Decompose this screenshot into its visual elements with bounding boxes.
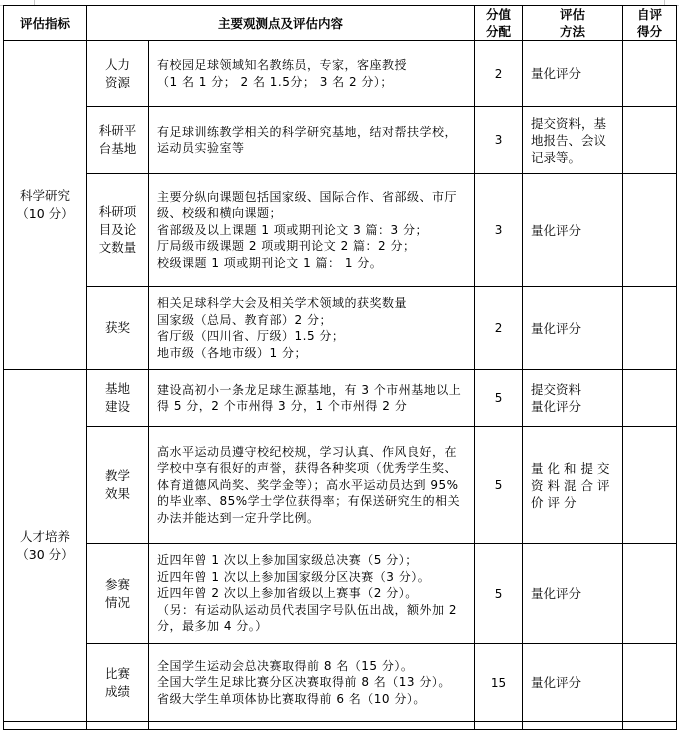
method-cell: 量化评分 <box>523 544 623 644</box>
score-cell: 5 <box>475 370 523 427</box>
self-score-input[interactable] <box>623 644 677 722</box>
header-score: 分值 分配 <box>475 6 523 41</box>
self-score-input[interactable] <box>623 174 677 287</box>
table-row <box>4 370 677 427</box>
table-row <box>4 544 677 644</box>
table-row <box>4 174 677 287</box>
header-content: 主要观测点及评估内容 <box>87 6 475 41</box>
score-cell: 3 <box>475 107 523 174</box>
subitem-base-construction: 基地 建设 <box>87 370 149 427</box>
header-row <box>4 6 677 41</box>
subitem-research-projects: 科研项 目及论 文数量 <box>87 174 149 287</box>
table-row <box>4 427 677 544</box>
content-cell: 相关足球科学大会及相关学术领域的获奖数量 国家级（总局、教育部）2 分； 省厅级（四川省、厅级）1.5 分； 地市级（各地市级）1 分； <box>149 287 475 370</box>
evaluation-table <box>3 5 677 730</box>
subitem-awards: 获奖 <box>87 287 149 370</box>
self-score-input[interactable] <box>623 107 677 174</box>
score-cell: 5 <box>475 427 523 544</box>
self-score-input[interactable] <box>623 287 677 370</box>
method-cell: 量化评分 <box>523 41 623 107</box>
table-row <box>4 107 677 174</box>
category-research: 科学研究 （10 分） <box>4 41 87 370</box>
content-cell: 全国学生运动会总决赛取得前 8 名（15 分）。 全国大学生足球比赛分区决赛取得前 8 名（13 分）。 省级大学生单项体协比赛取得前 6 名（10 分）。 <box>149 644 475 722</box>
subitem-teaching-effect: 教学 效果 <box>87 427 149 544</box>
table-row <box>4 287 677 370</box>
subitem-human-resources: 人力 资源 <box>87 41 149 107</box>
category-talent-training: 人才培养 （30 分） <box>4 370 87 722</box>
method-cell: 量化评分 <box>523 287 623 370</box>
header-self-score: 自评 得分 <box>623 6 677 41</box>
method-cell: 提交资料 量化评分 <box>523 370 623 427</box>
content-cell: 建设高初小一条龙足球生源基地，有 3 个市州基地以上 得 5 分，2 个市州得 3 分，1 个市州得 2 分 <box>149 370 475 427</box>
score-cell: 5 <box>475 544 523 644</box>
content-cell: 高水平运动员遵守校纪校规，学习认真、作风良好，在 学校中享有很好的声誉，获得各种奖项（优秀学生奖、 体育道德风尚奖、奖学金等）；高水平运动员达到 95% 的毕业率、85%学士学位获得率；有保送研究生的相关 办法并能达到一定升学比例。 <box>149 427 475 544</box>
content-cell: 近四年曾 1 次以上参加国家级总决赛（5 分）； 近四年曾 1 次以上参加国家级分区决赛（3 分）。 近四年曾 2 次以上参加省级以上赛事（2 分）。 （另：有运动队运动员代表国字号队伍出战，额外加 2 分，最多加 4 分。） <box>149 544 475 644</box>
header-method: 评估 方法 <box>523 6 623 41</box>
header-indicator: 评估指标 <box>4 6 87 41</box>
content-cell: 有校园足球领域知名教练员，专家，客座教授 （1 名 1 分； 2 名 1.5分； 3 名 2 分）； <box>149 41 475 107</box>
content-cell: 有足球训练教学相关的科学研究基地，结对帮扶学校， 运动员实验室等 <box>149 107 475 174</box>
method-cell: 量化评分 <box>523 644 623 722</box>
self-score-input[interactable] <box>623 41 677 107</box>
method-cell: 量化和提交 资料混合评 价评分 <box>523 427 623 544</box>
content-cell: 主要分纵向课题包括国家级、国际合作、省部级、市厅 级、校级和横向课题； 省部级及以上课题 1 项或期刊论文 3 篇：3 分； 厅局级市级课题 2 项或期刊论文 2 篇：2 分； 校级课题 1 项或期刊论文 1 篇： 1 分。 <box>149 174 475 287</box>
self-score-input[interactable] <box>623 370 677 427</box>
score-cell: 2 <box>475 287 523 370</box>
table-row <box>4 41 677 107</box>
subitem-competition-participation: 参赛 情况 <box>87 544 149 644</box>
self-score-input[interactable] <box>623 544 677 644</box>
subitem-competition-results: 比赛 成绩 <box>87 644 149 722</box>
table-row <box>4 644 677 722</box>
score-cell: 2 <box>475 41 523 107</box>
score-cell: 3 <box>475 174 523 287</box>
subitem-research-platform: 科研平 台基地 <box>87 107 149 174</box>
method-cell: 提交资料，基 地报告、会议 记录等。 <box>523 107 623 174</box>
score-cell: 15 <box>475 644 523 722</box>
method-cell: 量化评分 <box>523 174 623 287</box>
self-score-input[interactable] <box>623 427 677 544</box>
